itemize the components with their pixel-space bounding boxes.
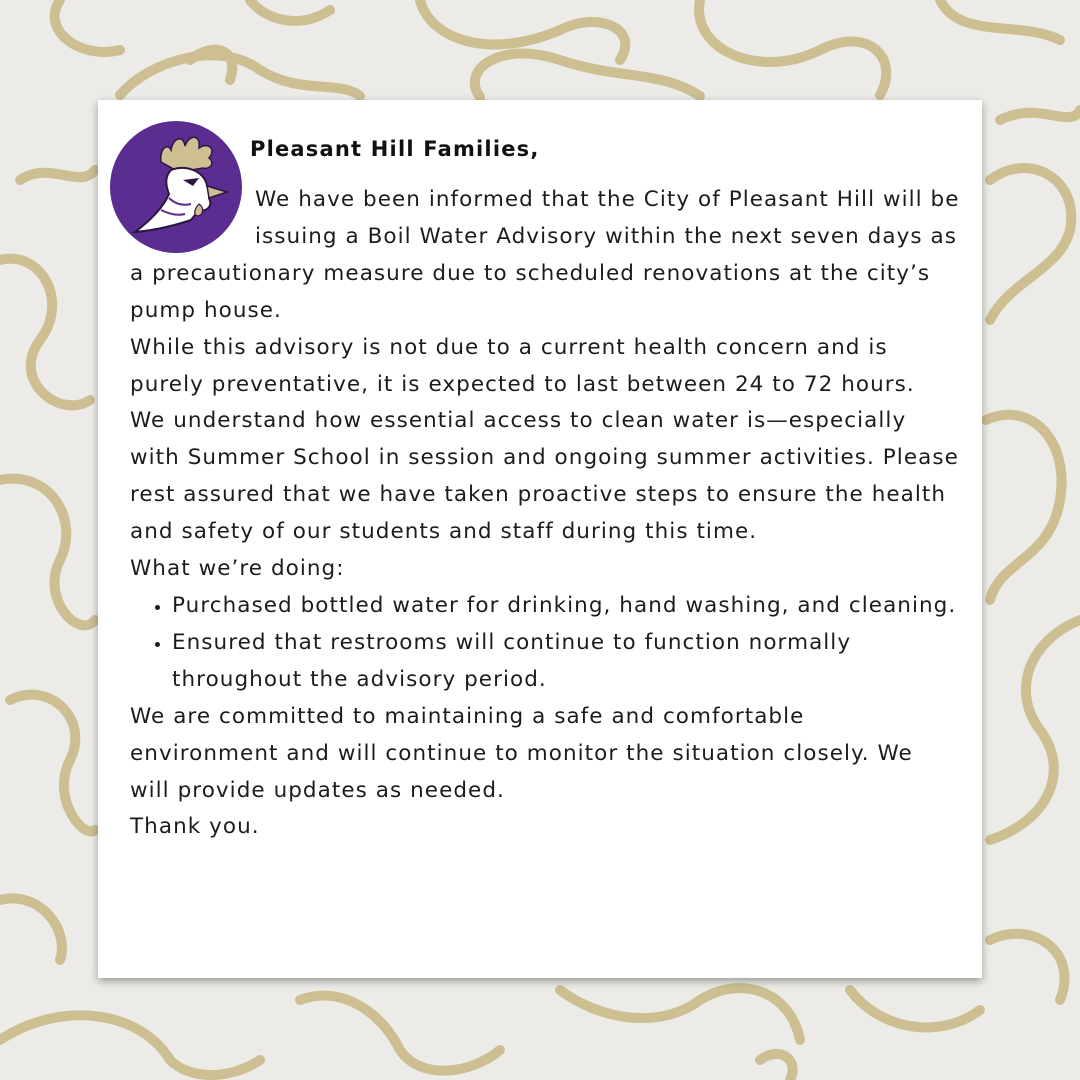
paragraph-understanding: We understand how essential access to clean water is—especially with Summer School in session and ongoing summer activities. Please rest assured that we have taken proactive steps to ensure the health and safety of our students and staff during this time. [130,408,959,545]
logo-spacer [130,174,255,248]
doing-heading: What we’re doing: [130,556,345,582]
list-item: • Ensured that restrooms will continue to function normally throughout the advisory period. [172,625,960,699]
paragraph-commitment: We are committed to maintaining a safe and comfortable environment and will continue to monitor the situation closely. We will provide updates as needed. [130,703,913,803]
list-item: • Purchased bottled water for drinking, hand washing, and cleaning. [172,588,960,625]
paragraph-advisory-notice: We have been informed that the City of Pleasant Hill will be issuing a Boil Water Advisory within the next seven days as a precautionary measure due to scheduled renovations at the city’s pump house. [130,187,960,323]
paragraph-advisory-duration: While this advisory is not due to a current health concern and is purely preventative, it is expected to last between 24 to 72 hours. [130,334,915,397]
greeting: Pleasant Hill Families, [250,137,540,161]
letter-card [98,100,982,978]
letter-body [130,182,960,846]
actions-list [130,588,960,699]
closing: Thank you. [130,814,260,840]
